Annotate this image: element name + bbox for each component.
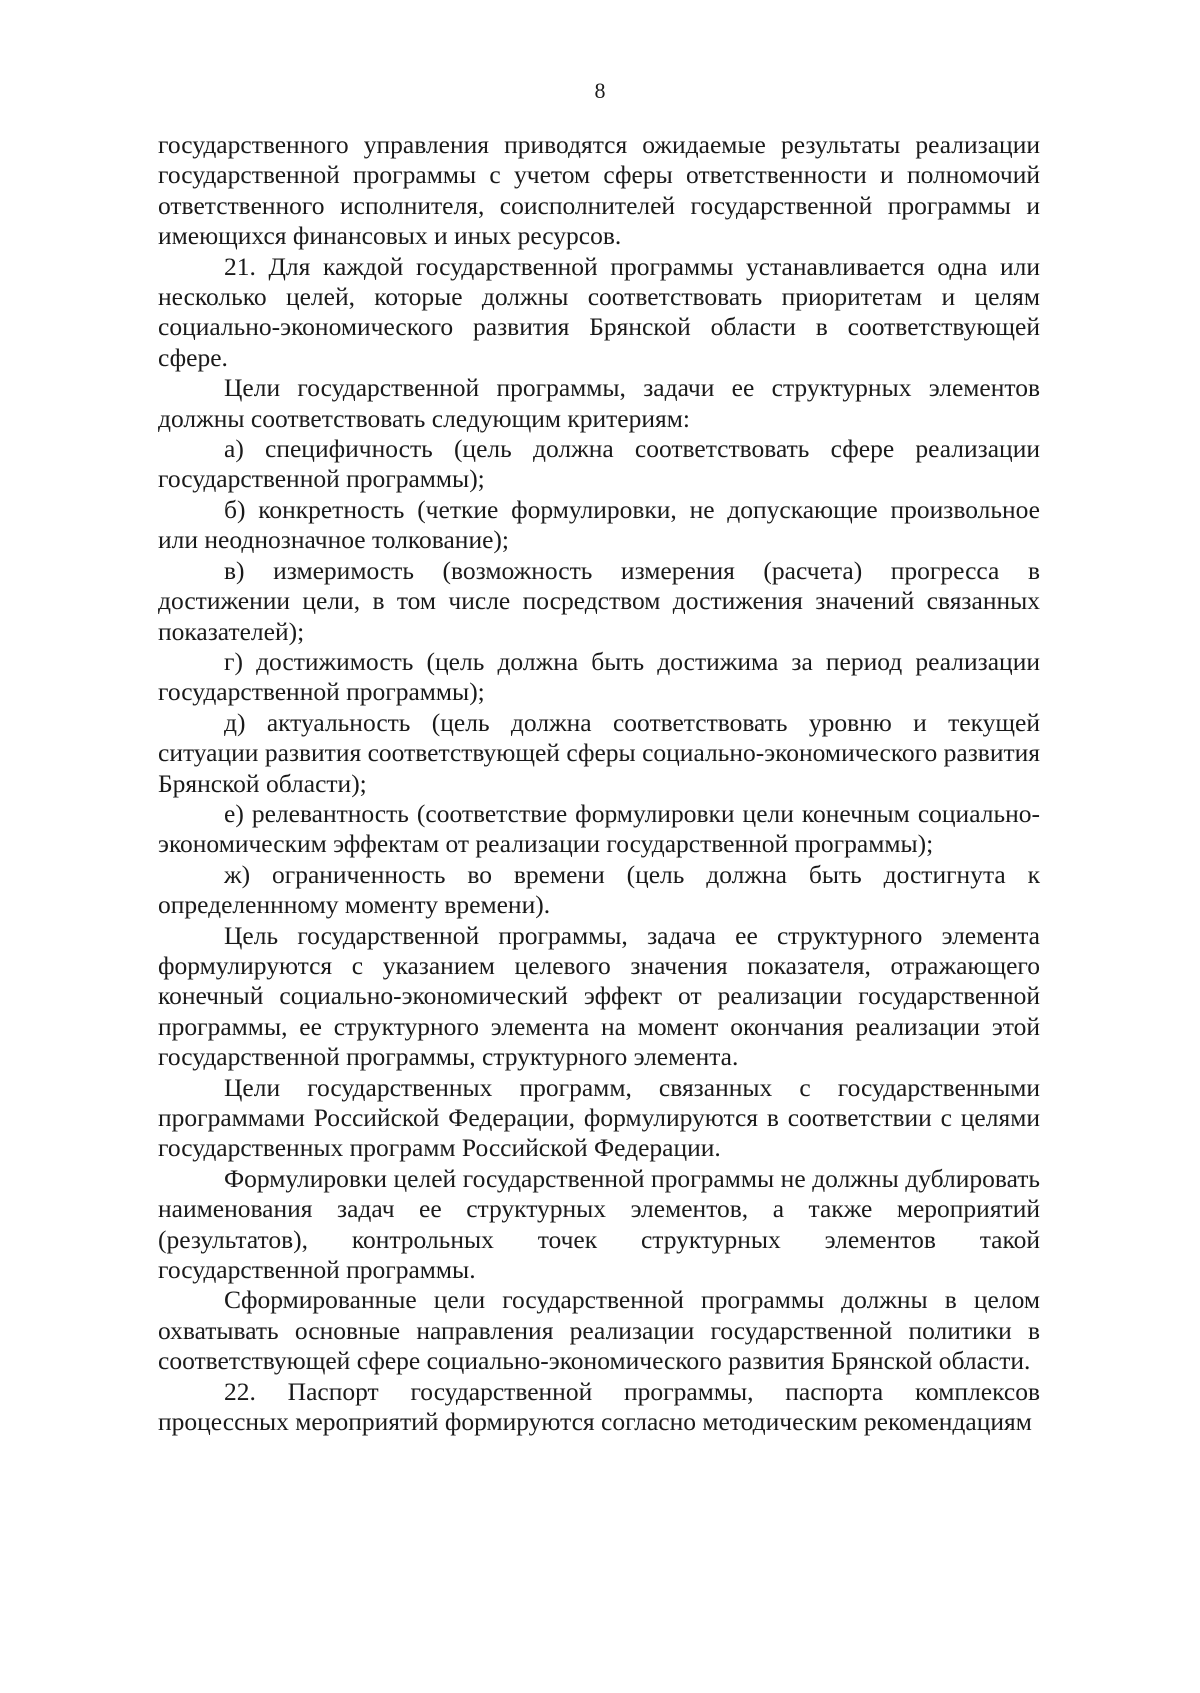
criterion-e: е) релевантность (соответствие формулировки цели конечным социально-экономическим эффектам от реализации государственной программы); bbox=[158, 798, 1040, 859]
page-number: 8 bbox=[594, 78, 606, 103]
criterion-zh: ж) ограниченность во времени (цель должна быть достигнута к определеннному моменту времени). bbox=[158, 859, 1040, 920]
criterion-v: в) измеримость (возможность измерения (расчета) прогресса в достижении цели, в том числе посредством достижения значений связанных показателей); bbox=[158, 555, 1040, 646]
paragraph-rf-programs: Цели государственных программ, связанных с государственными программами Российской Федерации, формулируются в соответствии с целями государственных программ Российской Федерации. bbox=[158, 1072, 1040, 1163]
paragraph-item-22: 22. Паспорт государственной программы, паспорта комплексов процессных мероприятий формируются согласно методическим рекомендациям bbox=[158, 1376, 1040, 1437]
criterion-b: б) конкретность (четкие формулировки, не допускающие произвольное или неоднозначное толкование); bbox=[158, 494, 1040, 555]
criterion-d: д) актуальность (цель должна соответствовать уровню и текущей ситуации развития соответствующей сферы социально-экономического развития Брянской области); bbox=[158, 707, 1040, 798]
paragraph-item-21: 21. Для каждой государственной программы устанавливается одна или несколько целей, которые должны соответствовать приоритетам и целям социально-экономического развития Брянской области в соответствующей сфере. bbox=[158, 251, 1040, 372]
criterion-g: г) достижимость (цель должна быть достижима за период реализации государственной программы); bbox=[158, 646, 1040, 707]
paragraph-continuation: государственного управления приводятся ожидаемые результаты реализации государственной программы с учетом сферы ответственности и полномочий ответственного исполнителя, соисполнителей государственной программы и имеющихся финансовых и иных ресурсов. bbox=[158, 130, 1040, 251]
paragraph-coverage: Сформированные цели государственной программы должны в целом охватывать основные направления реализации государственной политики в соответствующей сфере социально-экономического развития Брянской области. bbox=[158, 1285, 1040, 1376]
criterion-a: а) специфичность (цель должна соответствовать сфере реализации государственной программы); bbox=[158, 434, 1040, 494]
document-body bbox=[158, 130, 1040, 1437]
paragraph-goal-formulation: Цель государственной программы, задача ее структурного элемента формулируются с указанием целевого значения показателя, отражающего конечный социально-экономический эффект от реализации государственной программы, ее структурного элемента на момент окончания реализации этой государственной программы, структурного элемента. bbox=[158, 920, 1040, 1072]
paragraph-no-duplication: Формулировки целей государственной программы не должны дублировать наименования задач ее структурных элементов, а также мероприятий (результатов), контрольных точек структурных элементов такой государственной программы. bbox=[158, 1163, 1040, 1285]
paragraph-goals-criteria: Цели государственной программы, задачи ее структурных элементов должны соответствовать следующим критериям: bbox=[158, 373, 1040, 433]
